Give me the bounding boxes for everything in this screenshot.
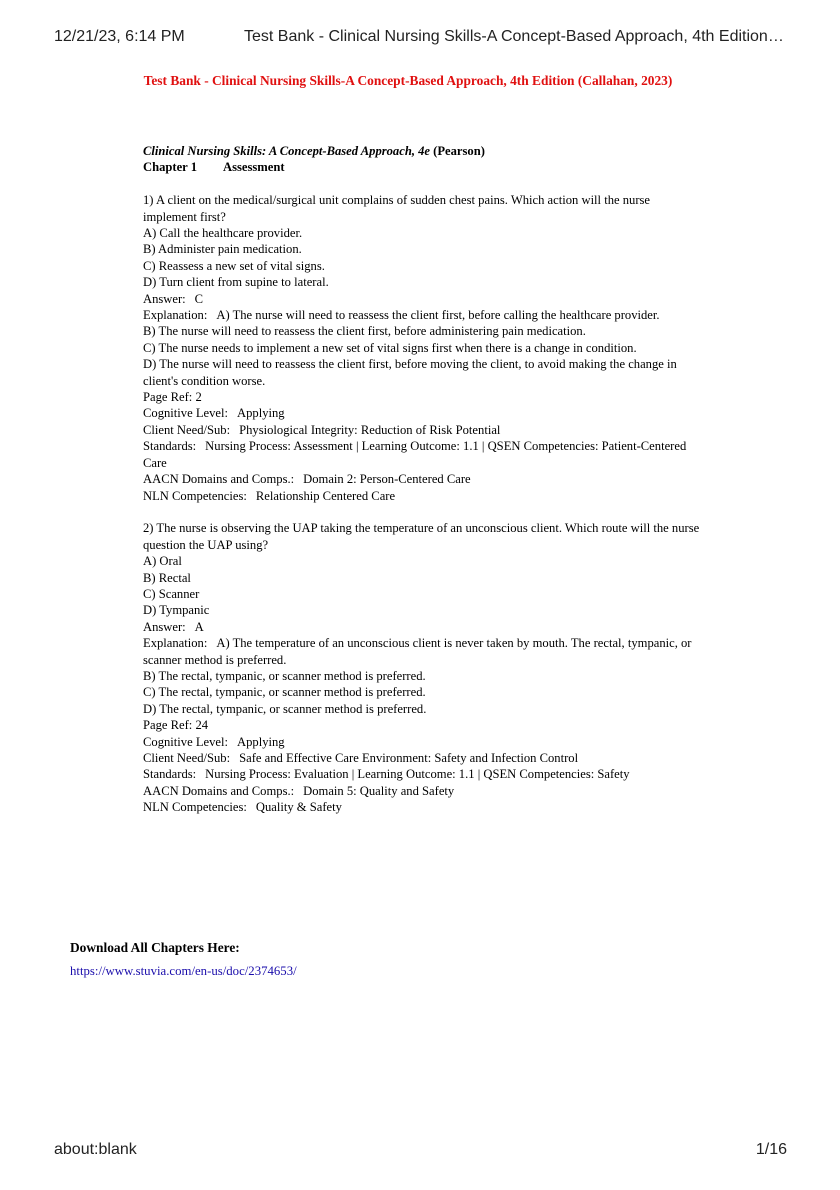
print-page-count: 1/16: [755, 1141, 787, 1158]
answer-option: C) Scanner: [143, 586, 200, 601]
meta-field-label: Cognitive Level:: [143, 734, 228, 749]
book-title: [143, 143, 703, 159]
explanation-label: Explanation:: [143, 308, 208, 323]
explanation-label: Explanation:: [143, 636, 208, 651]
meta-field: [143, 422, 703, 438]
meta-field-value: Safe and Effective Care Environment: Safety and Infection Control: [239, 751, 579, 765]
explanation-item: B) The nurse will need to reassess the client first, before administering pain medication.: [143, 324, 586, 339]
meta-field: [143, 734, 703, 750]
explanation-value: A) The nurse will need to reassess the client first, before calling the healthcare provider.: [216, 308, 660, 323]
meta-field: [143, 488, 703, 504]
meta-field-label: Client Need/Sub:: [143, 422, 231, 437]
explanation-item: D) The nurse will need to reassess the client first, before moving the client, to avoid making the change in client's condition worse.: [143, 357, 680, 388]
meta-field-value: Relationship Centered Care: [255, 488, 396, 503]
answer-value: A: [194, 619, 204, 634]
explanation-item: C) The nurse needs to implement a new set of vital signs first when there is a change in condition.: [143, 340, 637, 355]
answer-label: Answer:: [143, 291, 186, 306]
download-heading: Download All Chapters Here:: [70, 940, 240, 955]
explanation-item: C) The rectal, tympanic, or scanner method is preferred.: [143, 685, 426, 700]
meta-field: [143, 766, 703, 782]
meta-field-value: Applying: [237, 734, 285, 749]
meta-field-value: Quality & Safety: [255, 800, 342, 815]
meta-field-label: Standards:: [143, 439, 197, 454]
meta-field: [143, 799, 703, 815]
answer-option: A) Oral: [143, 554, 182, 569]
answer-value: C: [194, 291, 204, 306]
answer-option: C) Reassess a new set of vital signs.: [143, 258, 325, 273]
book-publisher: (Pearson): [430, 144, 485, 158]
answer-option: B) Rectal: [143, 570, 191, 585]
answer: [143, 619, 703, 635]
question-block: [143, 520, 703, 815]
meta-field-label: Cognitive Level:: [143, 406, 228, 421]
question-stem: 1) A client on the medical/surgical unit complains of sudden chest pains. Which action will the nurse implement first?: [143, 193, 654, 224]
answer-option: D) Tympanic: [143, 603, 210, 618]
meta-field-value: Nursing Process: Evaluation | Learning Outcome: 1.1 | QSEN Competencies: Safety: [205, 767, 630, 782]
print-page-title: Test Bank - Clinical Nursing Skills-A Concept-Based Approach, 4th Edition…: [244, 28, 784, 45]
meta-field-label: AACN Domains and Comps.:: [143, 472, 295, 487]
page-ref: Page Ref: 24: [143, 718, 209, 733]
answer-option: A) Call the healthcare provider.: [143, 226, 303, 241]
question-block: [143, 192, 703, 504]
meta-field-value: Applying: [237, 406, 285, 421]
meta-field-label: Standards:: [143, 767, 197, 782]
chapter-number: Chapter 1: [143, 160, 197, 175]
page-ref: Page Ref: 2: [143, 390, 202, 405]
meta-field-value: Nursing Process: Assessment | Learning Outcome: 1.1 | QSEN Competencies: Patient-Centered Care: [143, 439, 690, 470]
meta-field-label: NLN Competencies:: [143, 488, 247, 503]
book-title-italic: Clinical Nursing Skills: A Concept-Based Approach, 4e: [143, 144, 431, 158]
explanation-value: A) The temperature of an unconscious client is never taken by mouth. The rectal, tympanic, or scanner method is preferred.: [143, 636, 695, 667]
meta-field-value: Domain 2: Person-Centered Care: [303, 472, 471, 487]
meta-field: [143, 783, 703, 799]
question-stem: 2) The nurse is observing the UAP taking the temperature of an unconscious client. Which route will the nurse question the UAP using?: [143, 521, 703, 552]
answer: [143, 291, 703, 307]
explanation-item: B) The rectal, tympanic, or scanner method is preferred.: [143, 668, 426, 683]
answer-option: B) Administer pain medication.: [143, 242, 302, 257]
print-url: about:blank: [54, 1141, 137, 1158]
download-link[interactable]: https://www.stuvia.com/en-us/doc/2374653/: [70, 964, 297, 978]
meta-field-value: Domain 5: Quality and Safety: [303, 783, 455, 798]
meta-field: [143, 471, 703, 487]
meta-field: [143, 405, 703, 421]
meta-field-label: Client Need/Sub:: [143, 751, 231, 765]
meta-field-label: NLN Competencies:: [143, 800, 247, 815]
meta-field: [143, 438, 703, 471]
explanation-item: D) The rectal, tympanic, or scanner method is preferred.: [143, 701, 427, 716]
document-body: [143, 143, 703, 816]
chapter-name: Assessment: [223, 160, 285, 175]
meta-field-label: AACN Domains and Comps.:: [143, 783, 295, 798]
chapter-heading: [143, 159, 703, 175]
meta-field: [143, 750, 703, 766]
explanation: [143, 307, 703, 323]
download-section: [70, 940, 297, 979]
answer-option: D) Turn client from supine to lateral.: [143, 275, 329, 290]
answer-label: Answer:: [143, 619, 186, 634]
print-datetime: 12/21/23, 6:14 PM: [54, 28, 185, 45]
document-title: Test Bank - Clinical Nursing Skills-A Concept-Based Approach, 4th Edition (Callahan, 2023): [143, 73, 673, 88]
question-list: [143, 192, 703, 815]
meta-field-value: Physiological Integrity: Reduction of Risk Potential: [239, 422, 501, 437]
explanation: [143, 635, 703, 668]
